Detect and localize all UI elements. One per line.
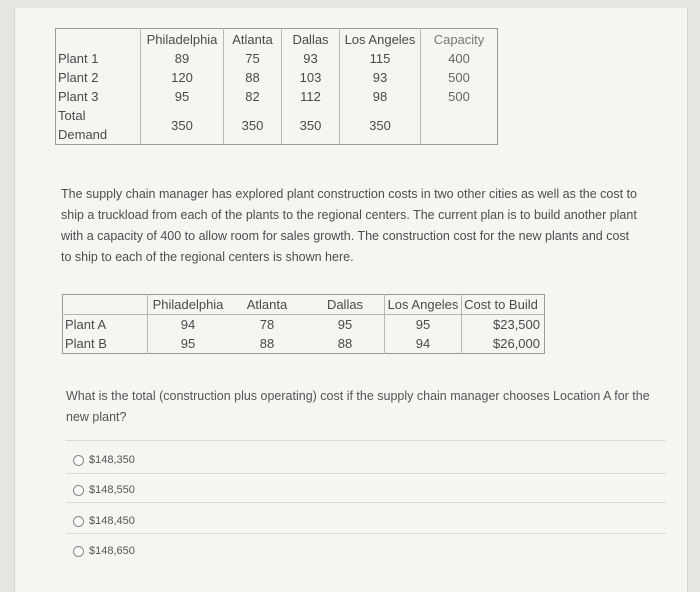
table-cell: 95: [337, 317, 353, 332]
header-dallas: Dallas: [326, 297, 364, 312]
table-cell: 88: [224, 68, 282, 87]
radio-button[interactable]: [73, 516, 84, 527]
total-label-line1: Total: [58, 108, 86, 123]
row-label: Plant B: [65, 336, 107, 351]
radio-button[interactable]: [73, 546, 84, 557]
table-cell: 95: [385, 315, 462, 335]
radio-button[interactable]: [73, 485, 84, 496]
header-los-angeles: Los Angeles: [385, 295, 462, 315]
header-capacity: Capacity: [421, 29, 498, 50]
table-cell: 95: [141, 87, 224, 106]
table-cell: 88: [259, 336, 275, 351]
table-cell: 88: [337, 336, 353, 351]
capacity-cell: 400: [421, 49, 498, 68]
row-label: Plant 3: [58, 89, 99, 104]
table-cell: 93: [340, 68, 421, 87]
table-cell: 350: [282, 106, 340, 145]
answer-option-label: $148,450: [89, 515, 135, 527]
table-cell: 98: [340, 87, 421, 106]
problem-paragraph: The supply chain manager has explored plant construction costs in two other cities as well as the cost to ship a truckload from each of the plants to the regional centers. The current plan is to build another plant with a capacity of 400 to allow room for sales growth. The construction cost for the new plants and cost to ship to each of the regional centers is shown here.: [61, 187, 637, 264]
table-row: [56, 49, 498, 68]
row-label: Plant 2: [58, 70, 99, 85]
header-atlanta: Atlanta: [224, 29, 282, 50]
header-cost-to-build: Cost to Build: [462, 295, 545, 315]
capacity-cell: 500: [421, 87, 498, 106]
total-demand-row: [56, 106, 498, 145]
table-cell: 89: [141, 49, 224, 68]
table-cell: 350: [340, 106, 421, 145]
answer-option[interactable]: [73, 454, 135, 466]
row-label: Plant A: [65, 317, 107, 332]
answer-option[interactable]: [73, 515, 135, 527]
new-plant-cost-table: [62, 294, 545, 354]
table-row: [63, 334, 545, 354]
shipping-cost-table: [55, 28, 498, 145]
divider: [66, 533, 666, 534]
total-demand-label: [56, 106, 141, 145]
answer-option[interactable]: [73, 545, 135, 557]
header-los-angeles: Los Angeles: [340, 29, 421, 50]
table-cell: 95: [148, 334, 229, 354]
row-label: Plant 1: [58, 51, 99, 66]
radio-button[interactable]: [73, 455, 84, 466]
table-cell: 350: [141, 106, 224, 145]
capacity-cell: 500: [421, 68, 498, 87]
header-philadelphia: Philadelphia: [141, 29, 224, 50]
table-cell: 112: [282, 87, 340, 106]
table-cell: 120: [141, 68, 224, 87]
table-cell: 82: [224, 87, 282, 106]
header-blank: [63, 295, 148, 315]
table-header-row: [56, 29, 498, 50]
table-cell: 78: [259, 317, 275, 332]
table-cell: 94: [148, 315, 229, 335]
answer-option-label: $148,650: [89, 545, 135, 557]
table-cell: 350: [224, 106, 282, 145]
divider: [66, 440, 666, 441]
divider: [66, 473, 666, 474]
answer-option-label: $148,350: [89, 454, 135, 466]
table-cell: 93: [282, 49, 340, 68]
table-row: [63, 315, 545, 335]
capacity-cell-empty: [421, 106, 498, 145]
table-cell: 115: [340, 49, 421, 68]
header-philadelphia: Philadelphia: [148, 295, 229, 315]
table-cell: 75: [224, 49, 282, 68]
header-atlanta: Atlanta: [246, 297, 288, 312]
header-blank: [56, 29, 141, 50]
table-cell: 103: [282, 68, 340, 87]
table-header-row: [63, 295, 545, 315]
cost-cell: $23,500: [462, 315, 545, 335]
answer-option-label: $148,550: [89, 484, 135, 496]
table-row: [56, 68, 498, 87]
answer-option[interactable]: [73, 484, 135, 496]
question-page: [14, 8, 688, 592]
header-dallas: Dallas: [282, 29, 340, 50]
question-text: What is the total (construction plus operating) cost if the supply chain manager chooses Location A for the new plant?: [66, 389, 650, 424]
divider: [66, 502, 666, 503]
table-row: [56, 87, 498, 106]
cost-cell: $26,000: [462, 334, 545, 354]
table-cell: 94: [385, 334, 462, 354]
total-label-line2: Demand: [58, 127, 108, 142]
